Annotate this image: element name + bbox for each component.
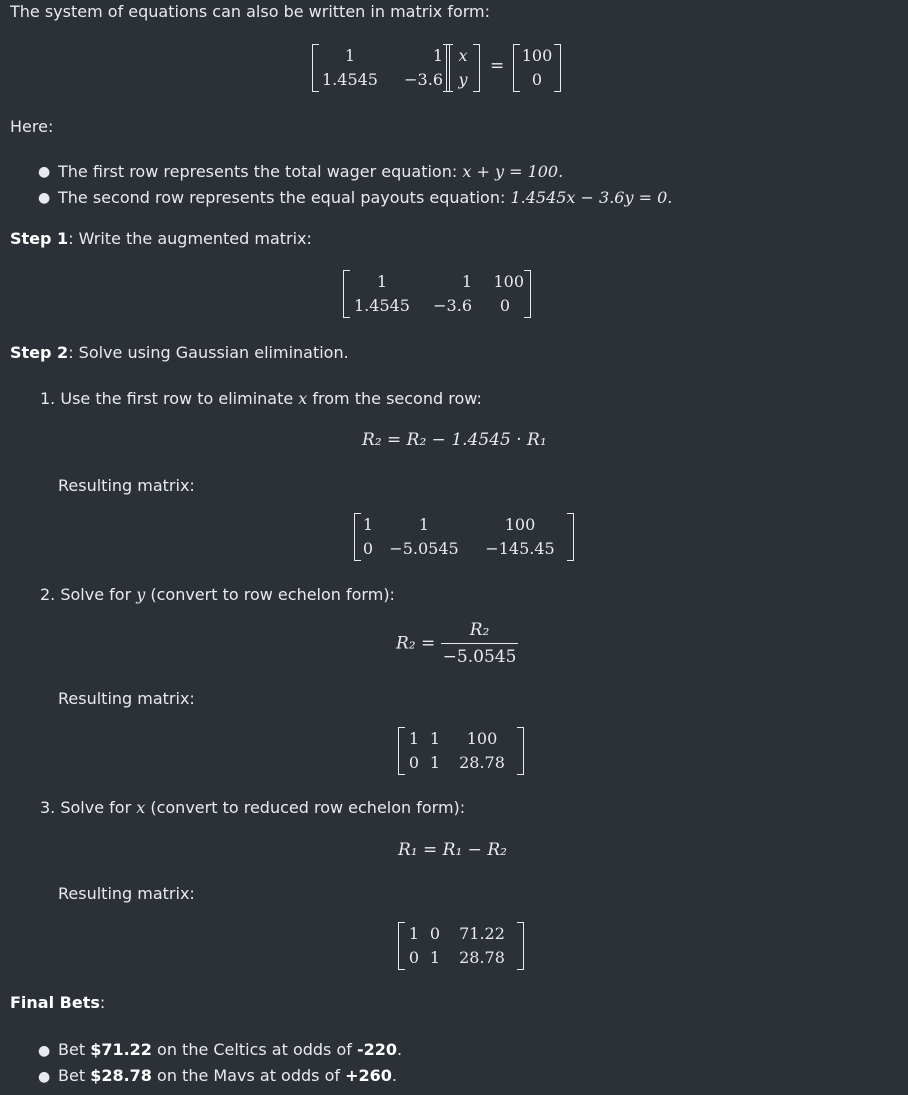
fraction-denominator: −5.0545 bbox=[441, 643, 519, 667]
substep-2 bbox=[40, 585, 395, 604]
matrix-cell: 100 bbox=[493, 272, 524, 291]
matrix-cell: 1 bbox=[408, 924, 420, 943]
result-label: Resulting matrix: bbox=[58, 689, 195, 708]
substep-number: 3. bbox=[40, 798, 56, 817]
substep-1 bbox=[40, 389, 482, 408]
matrix-cell: −5.0545 bbox=[389, 539, 459, 558]
bullet-dot: ● bbox=[38, 190, 51, 206]
matrix-cell: 1 bbox=[429, 948, 441, 967]
bullet-text: The second row represents the equal payouts equation: bbox=[58, 188, 511, 207]
fraction bbox=[441, 620, 519, 667]
matrix-cell: 0 bbox=[408, 948, 420, 967]
bullet-dot: ● bbox=[38, 164, 51, 180]
step-text: : Write the augmented matrix: bbox=[68, 229, 312, 248]
matrix-cell: 1.4545 bbox=[322, 70, 378, 89]
bet-text: on the Mavs at odds of bbox=[151, 1066, 346, 1085]
here-label: Here: bbox=[10, 117, 54, 136]
matrix-cell: 1 bbox=[344, 46, 356, 65]
result-matrix-3 bbox=[398, 922, 524, 970]
bet-text: . bbox=[391, 1066, 397, 1085]
formula-lhs: R₂ = bbox=[396, 633, 436, 654]
matrix-cell: 1 bbox=[429, 729, 441, 748]
variable-vector bbox=[446, 44, 480, 92]
step-label: Step 1 bbox=[10, 229, 69, 248]
substep-number: 1. bbox=[40, 389, 56, 408]
matrix-cell: 100 bbox=[466, 729, 498, 748]
matrix-cell: 1.4545 bbox=[354, 296, 410, 315]
substep-text: Use the first row to eliminate bbox=[60, 389, 299, 408]
matrix-cell: 1 bbox=[376, 272, 388, 291]
substep-text: Solve for bbox=[60, 798, 137, 817]
substep-text: from the second row: bbox=[307, 389, 482, 408]
matrix-cell: 1 bbox=[461, 272, 472, 291]
bet-text: Bet bbox=[58, 1066, 91, 1085]
substep-var: y bbox=[136, 585, 146, 604]
bet-text: on the Celtics at odds of bbox=[151, 1040, 357, 1059]
bet-text: Bet bbox=[58, 1040, 91, 1059]
matrix-cell: 100 bbox=[504, 515, 536, 534]
step2-heading bbox=[10, 343, 349, 362]
matrix-cell: −3.6 bbox=[404, 70, 443, 89]
vector-cell: y bbox=[458, 70, 468, 89]
result-matrix-2 bbox=[398, 727, 524, 775]
bullet-math: x + y = 100. bbox=[462, 162, 564, 181]
bullet-text: The first row represents the total wager equation: bbox=[58, 162, 463, 181]
bet-odds: +260 bbox=[345, 1066, 392, 1085]
substep-number: 2. bbox=[40, 585, 56, 604]
substep-3 bbox=[40, 798, 465, 817]
substep-text: Solve for bbox=[60, 585, 137, 604]
bullet-item bbox=[58, 188, 672, 207]
substep-var: x bbox=[298, 389, 308, 408]
bullet-dot: ● bbox=[38, 1043, 51, 1059]
substep-text: (convert to reduced row echelon form): bbox=[145, 798, 466, 817]
bullet-math: 1.4545x − 3.6y = 0. bbox=[510, 188, 673, 207]
matrix-cell: 1 bbox=[362, 515, 374, 534]
constant-vector bbox=[513, 44, 561, 92]
substep-text: (convert to row echelon form): bbox=[145, 585, 395, 604]
bullet-dot: ● bbox=[38, 1069, 51, 1085]
final-colon: : bbox=[99, 993, 106, 1012]
augmented-matrix bbox=[343, 270, 531, 318]
matrix-cell: 0 bbox=[429, 924, 441, 943]
bet-text: . bbox=[397, 1040, 403, 1059]
result-label: Resulting matrix: bbox=[58, 476, 195, 495]
bet-item bbox=[58, 1066, 397, 1085]
row-operation-formula: R₁ = R₁ − R₂ bbox=[398, 840, 507, 860]
step1-heading bbox=[10, 229, 312, 248]
fraction-numerator: R₂ bbox=[469, 620, 490, 640]
matrix-cell: 1 bbox=[418, 515, 430, 534]
step-label: Step 2 bbox=[10, 343, 69, 362]
bet-item bbox=[58, 1040, 402, 1059]
row-operation-formula: R₂ = R₂ − 1.4545 · R₁ bbox=[362, 430, 547, 450]
matrix-cell: 28.78 bbox=[459, 948, 505, 967]
coefficient-matrix bbox=[312, 44, 450, 92]
matrix-cell: 0 bbox=[362, 539, 374, 558]
scaling-formula bbox=[396, 620, 518, 667]
step-text: : Solve using Gaussian elimination. bbox=[68, 343, 349, 362]
matrix-cell: −145.45 bbox=[485, 539, 555, 558]
matrix-cell: 71.22 bbox=[459, 924, 505, 943]
bet-amount: $71.22 bbox=[90, 1040, 152, 1059]
result-matrix-1 bbox=[354, 513, 574, 561]
matrix-cell: −3.6 bbox=[433, 296, 472, 315]
intro-text: The system of equations can also be written in matrix form: bbox=[10, 2, 491, 21]
bullet-item bbox=[58, 162, 563, 181]
final-label: Final Bets bbox=[10, 993, 100, 1012]
vector-cell: 0 bbox=[531, 70, 543, 89]
bet-odds: -220 bbox=[356, 1040, 398, 1059]
matrix-cell: 1 bbox=[429, 753, 441, 772]
equals-sign: = bbox=[490, 56, 505, 76]
bet-amount: $28.78 bbox=[90, 1066, 152, 1085]
matrix-cell: 1 bbox=[432, 46, 443, 65]
matrix-cell: 0 bbox=[408, 753, 420, 772]
vector-cell: 100 bbox=[521, 46, 553, 65]
matrix-cell: 28.78 bbox=[459, 753, 505, 772]
matrix-cell: 0 bbox=[499, 296, 510, 315]
matrix-cell: 1 bbox=[408, 729, 420, 748]
substep-var: x bbox=[136, 798, 146, 817]
result-label: Resulting matrix: bbox=[58, 884, 195, 903]
vector-cell: x bbox=[458, 46, 468, 65]
final-bets-heading bbox=[10, 993, 105, 1012]
